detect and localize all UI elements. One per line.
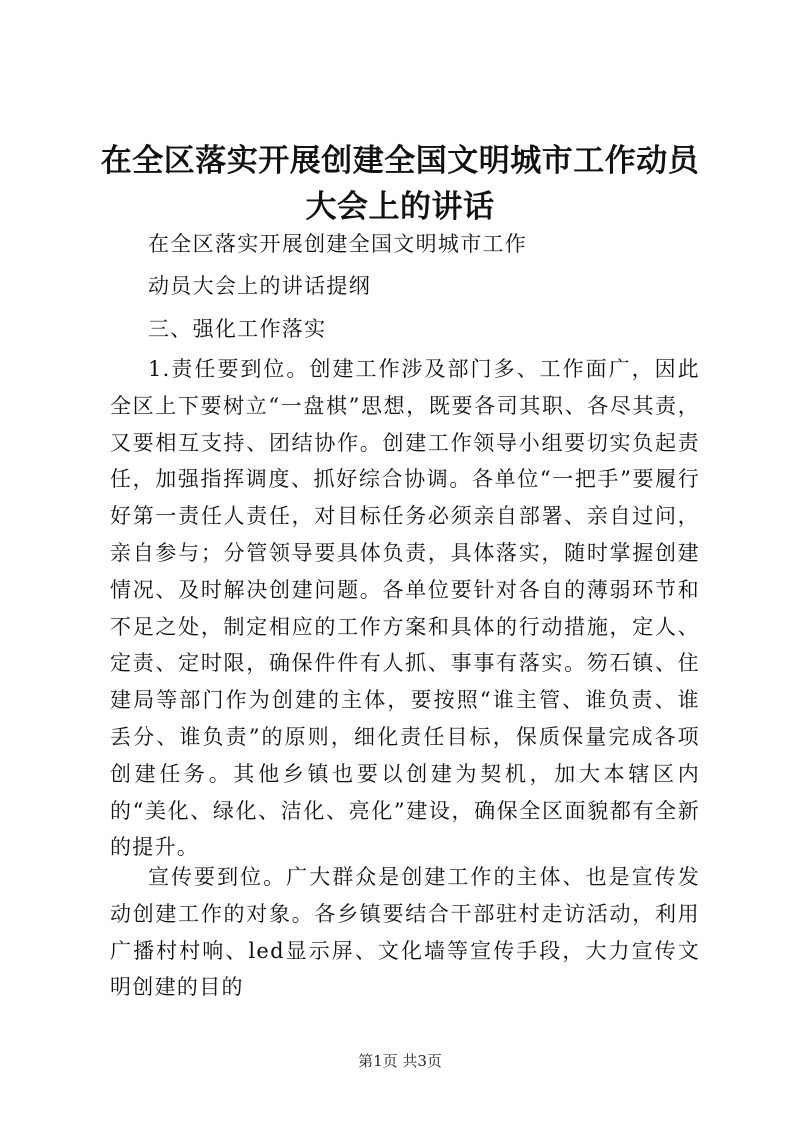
section-heading: 三、强化工作落实 [148,317,327,341]
subtitle-line-2: 动员大会上的讲话提纲 [148,274,371,298]
document-title: 在全区落实开展创建全国文明城市工作动员大会上的讲话 [100,143,700,225]
page-footer: 第1页 共3页 [358,1052,442,1070]
subtitle-line-1: 在全区落实开展创建全国文明城市工作 [148,232,528,256]
body-paragraph-publicity: 宣传要到位。广大群众是创建工作的主体、也是宣传发动创建工作的对象。各乡镇要结合干部驻村走访活动，利用广播村村响、led显示屏、文化墙等宣传手段，大力宣传文明创建的目的 [110,865,700,1000]
body-paragraph-responsibility: 1.责任要到位。创建工作涉及部门多、工作面广，因此全区上下要树立“一盘棋”思想，既要各司其职、各尽其责，又要相互支持、团结协作。创建工作领导小组要切实负起责任，加强指挥调度、抓好综合协调。各单位“一把手”要履行好第一责任人责任，对目标任务必须亲自部署、亲自过问，亲自参与；分管领导要具体负责，具体落实，随时掌握创建情况、及时解决创建问题。各单位要针对各自的薄弱环节和不足之处，制定相应的工作方案和具体的行动措施，定人、定责、定时限，确保件件有人抓、事事有落实。笏石镇、住建局等部门作为创建的主体，要按照“谁主管、谁负责、谁丢分、谁负责”的原则，细化责任目标，保质保量完成各项创建任务。其他乡镇也要以创建为契机，加大本辖区内的“美化、绿化、洁化、亮化”建设，确保全区面貌都有全新的提升。 [110,357,700,860]
